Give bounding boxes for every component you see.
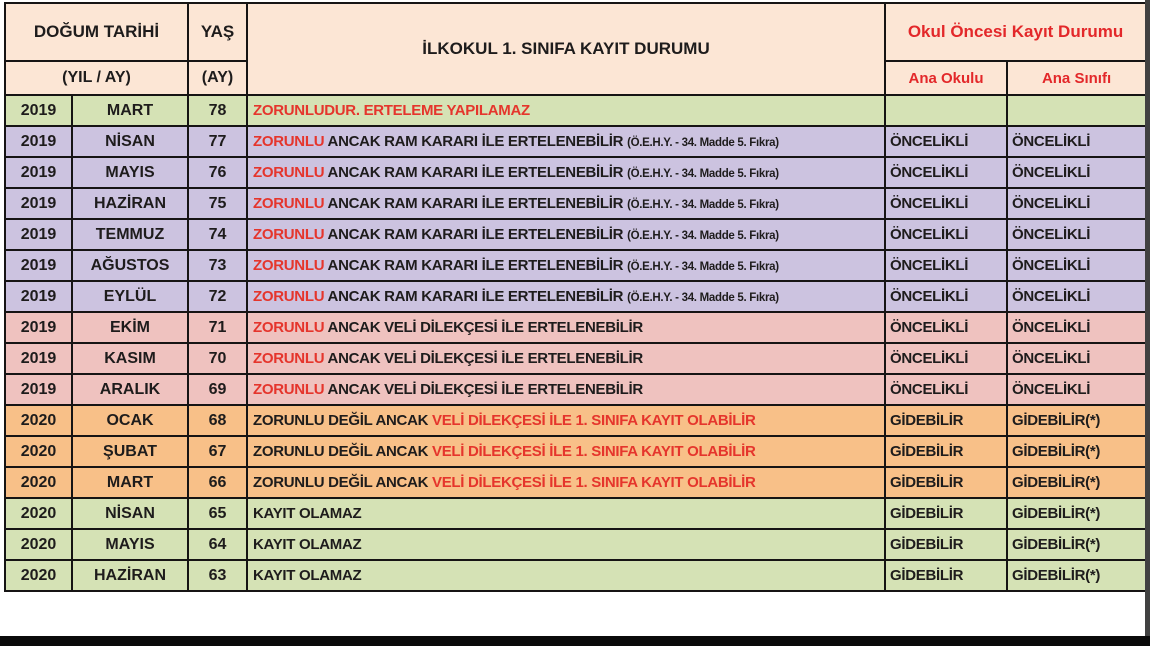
- age-cell: 72: [188, 281, 247, 312]
- year-cell: 2019: [5, 374, 72, 405]
- enrollment-table: [4, 2, 1147, 592]
- ana-sinifi-cell: ÖNCELİKLİ: [1007, 312, 1146, 343]
- status-text-small: (Ö.E.H.Y. - 34. Madde 5. Fıkra): [627, 168, 779, 180]
- age-cell: 70: [188, 343, 247, 374]
- ana-sinifi-cell: GİDEBİLİR(*): [1007, 498, 1146, 529]
- month-cell: TEMMUZ: [72, 219, 188, 250]
- ana-sinifi-cell: GİDEBİLİR(*): [1007, 405, 1146, 436]
- table-row: [5, 498, 1146, 529]
- ana-okulu-cell: ÖNCELİKLİ: [885, 188, 1007, 219]
- ana-okulu-cell: ÖNCELİKLİ: [885, 157, 1007, 188]
- status-cell: [247, 250, 885, 281]
- month-cell: AĞUSTOS: [72, 250, 188, 281]
- year-cell: 2020: [5, 436, 72, 467]
- table-body: [5, 95, 1146, 591]
- ana-okulu-cell: GİDEBİLİR: [885, 436, 1007, 467]
- age-cell: 69: [188, 374, 247, 405]
- status-text-black: ANCAK VELİ DİLEKÇESİ İLE ERTELENEBİLİR: [324, 319, 643, 336]
- header-preschool: Okul Öncesi Kayıt Durumu: [885, 3, 1146, 61]
- ana-sinifi-cell: GİDEBİLİR(*): [1007, 529, 1146, 560]
- status-cell: [247, 405, 885, 436]
- bottom-black-bar: [0, 636, 1150, 646]
- header-birth-date: DOĞUM TARİHİ: [5, 3, 188, 61]
- age-cell: 76: [188, 157, 247, 188]
- ana-okulu-cell: ÖNCELİKLİ: [885, 312, 1007, 343]
- status-text-black: ANCAK RAM KARARI İLE ERTELENEBİLİR: [324, 164, 628, 181]
- status-cell: [247, 529, 885, 560]
- header-ana-sinifi: Ana Sınıfı: [1007, 61, 1146, 95]
- table-row: [5, 436, 1146, 467]
- year-cell: 2019: [5, 281, 72, 312]
- status-text-small: (Ö.E.H.Y. - 34. Madde 5. Fıkra): [627, 261, 779, 273]
- status-text-black: ANCAK RAM KARARI İLE ERTELENEBİLİR: [324, 226, 628, 243]
- header-status: İLKOKUL 1. SINIFA KAYIT DURUMU: [247, 3, 885, 95]
- status-text-black: ANCAK RAM KARARI İLE ERTELENEBİLİR: [324, 195, 628, 212]
- status-cell: [247, 498, 885, 529]
- ana-okulu-cell: GİDEBİLİR: [885, 405, 1007, 436]
- status-cell: [247, 126, 885, 157]
- status-text-small: (Ö.E.H.Y. - 34. Madde 5. Fıkra): [627, 199, 779, 211]
- ana-okulu-cell: [885, 95, 1007, 126]
- status-text-small: (Ö.E.H.Y. - 34. Madde 5. Fıkra): [627, 230, 779, 242]
- year-cell: 2020: [5, 529, 72, 560]
- ana-okulu-cell: ÖNCELİKLİ: [885, 281, 1007, 312]
- status-text-red: ZORUNLU: [253, 195, 325, 212]
- month-cell: OCAK: [72, 405, 188, 436]
- ana-okulu-cell: GİDEBİLİR: [885, 467, 1007, 498]
- status-cell: [247, 374, 885, 405]
- status-text-black: ZORUNLU DEĞİL ANCAK: [253, 474, 433, 491]
- table-row: [5, 250, 1146, 281]
- year-cell: 2020: [5, 560, 72, 591]
- ana-okulu-cell: ÖNCELİKLİ: [885, 219, 1007, 250]
- ana-sinifi-cell: GİDEBİLİR(*): [1007, 560, 1146, 591]
- ana-sinifi-cell: ÖNCELİKLİ: [1007, 281, 1146, 312]
- month-cell: ŞUBAT: [72, 436, 188, 467]
- age-cell: 78: [188, 95, 247, 126]
- status-text-small: (Ö.E.H.Y. - 34. Madde 5. Fıkra): [627, 292, 779, 304]
- status-text-black: KAYIT OLAMAZ: [253, 567, 362, 584]
- table-header: [5, 3, 1146, 95]
- status-cell: [247, 343, 885, 374]
- year-cell: 2020: [5, 405, 72, 436]
- year-cell: 2019: [5, 188, 72, 219]
- ana-okulu-cell: ÖNCELİKLİ: [885, 343, 1007, 374]
- table-row: [5, 95, 1146, 126]
- month-cell: MART: [72, 467, 188, 498]
- status-cell: [247, 312, 885, 343]
- age-cell: 77: [188, 126, 247, 157]
- table-row: [5, 312, 1146, 343]
- year-cell: 2019: [5, 95, 72, 126]
- status-text-red: ZORUNLUDUR. ERTELEME YAPILAMAZ: [253, 102, 530, 119]
- status-text-black: KAYIT OLAMAZ: [253, 505, 362, 522]
- right-edge-strip: [1145, 0, 1150, 646]
- ana-sinifi-cell: ÖNCELİKLİ: [1007, 157, 1146, 188]
- status-text-red: ZORUNLU: [253, 226, 325, 243]
- status-cell: [247, 436, 885, 467]
- month-cell: ARALIK: [72, 374, 188, 405]
- ana-sinifi-cell: [1007, 95, 1146, 126]
- year-cell: 2019: [5, 126, 72, 157]
- status-text-red: ZORUNLU: [253, 381, 325, 398]
- table-row: [5, 560, 1146, 591]
- table-row: [5, 374, 1146, 405]
- status-text-red: ZORUNLU: [253, 319, 325, 336]
- ana-sinifi-cell: ÖNCELİKLİ: [1007, 374, 1146, 405]
- status-text-black: ANCAK VELİ DİLEKÇESİ İLE ERTELENEBİLİR: [324, 381, 643, 398]
- status-text-red: ZORUNLU: [253, 350, 325, 367]
- status-text-black: ANCAK VELİ DİLEKÇESİ İLE ERTELENEBİLİR: [324, 350, 643, 367]
- status-text-black: ANCAK RAM KARARI İLE ERTELENEBİLİR: [324, 257, 628, 274]
- table-row: [5, 219, 1146, 250]
- year-cell: 2019: [5, 219, 72, 250]
- status-cell: [247, 281, 885, 312]
- ana-okulu-cell: ÖNCELİKLİ: [885, 374, 1007, 405]
- header-age-sub: (AY): [188, 61, 247, 95]
- ana-okulu-cell: GİDEBİLİR: [885, 560, 1007, 591]
- status-cell: [247, 157, 885, 188]
- age-cell: 71: [188, 312, 247, 343]
- age-cell: 73: [188, 250, 247, 281]
- year-cell: 2019: [5, 312, 72, 343]
- year-cell: 2019: [5, 157, 72, 188]
- table-row: [5, 467, 1146, 498]
- status-text-red: ZORUNLU: [253, 288, 325, 305]
- age-cell: 67: [188, 436, 247, 467]
- month-cell: MART: [72, 95, 188, 126]
- header-ana-okulu: Ana Okulu: [885, 61, 1007, 95]
- status-text-red: VELİ DİLEKÇESİ İLE 1. SINIFA KAYIT OLABİLİR: [432, 474, 756, 491]
- month-cell: KASIM: [72, 343, 188, 374]
- year-cell: 2019: [5, 250, 72, 281]
- status-text-black: ZORUNLU DEĞİL ANCAK: [253, 412, 433, 429]
- status-text-red: VELİ DİLEKÇESİ İLE 1. SINIFA KAYIT OLABİLİR: [432, 412, 756, 429]
- age-cell: 65: [188, 498, 247, 529]
- header-age: YAŞ: [188, 3, 247, 61]
- header-birth-date-sub: (YIL / AY): [5, 61, 188, 95]
- table-row: [5, 405, 1146, 436]
- age-cell: 68: [188, 405, 247, 436]
- ana-okulu-cell: ÖNCELİKLİ: [885, 250, 1007, 281]
- month-cell: MAYIS: [72, 529, 188, 560]
- status-text-red: ZORUNLU: [253, 133, 325, 150]
- table-row: [5, 126, 1146, 157]
- month-cell: HAZİRAN: [72, 560, 188, 591]
- status-text-red: VELİ DİLEKÇESİ İLE 1. SINIFA KAYIT OLABİLİR: [432, 443, 756, 460]
- year-cell: 2020: [5, 467, 72, 498]
- ana-sinifi-cell: ÖNCELİKLİ: [1007, 343, 1146, 374]
- ana-sinifi-cell: ÖNCELİKLİ: [1007, 188, 1146, 219]
- table-row: [5, 281, 1146, 312]
- ana-okulu-cell: ÖNCELİKLİ: [885, 126, 1007, 157]
- status-text-black: ZORUNLU DEĞİL ANCAK: [253, 443, 433, 460]
- status-text-black: KAYIT OLAMAZ: [253, 536, 362, 553]
- year-cell: 2020: [5, 498, 72, 529]
- status-cell: [247, 219, 885, 250]
- status-text-black: ANCAK RAM KARARI İLE ERTELENEBİLİR: [324, 288, 628, 305]
- month-cell: NİSAN: [72, 126, 188, 157]
- month-cell: HAZİRAN: [72, 188, 188, 219]
- table-row: [5, 529, 1146, 560]
- table-row: [5, 188, 1146, 219]
- ana-okulu-cell: GİDEBİLİR: [885, 529, 1007, 560]
- status-text-red: ZORUNLU: [253, 164, 325, 181]
- age-cell: 74: [188, 219, 247, 250]
- ana-sinifi-cell: ÖNCELİKLİ: [1007, 219, 1146, 250]
- table-row: [5, 343, 1146, 374]
- year-cell: 2019: [5, 343, 72, 374]
- month-cell: EYLÜL: [72, 281, 188, 312]
- table-row: [5, 157, 1146, 188]
- ana-sinifi-cell: ÖNCELİKLİ: [1007, 250, 1146, 281]
- status-text-small: (Ö.E.H.Y. - 34. Madde 5. Fıkra): [627, 137, 779, 149]
- month-cell: EKİM: [72, 312, 188, 343]
- status-cell: [247, 95, 885, 126]
- month-cell: NİSAN: [72, 498, 188, 529]
- month-cell: MAYIS: [72, 157, 188, 188]
- ana-sinifi-cell: GİDEBİLİR(*): [1007, 467, 1146, 498]
- age-cell: 63: [188, 560, 247, 591]
- status-cell: [247, 188, 885, 219]
- status-cell: [247, 560, 885, 591]
- age-cell: 64: [188, 529, 247, 560]
- status-text-red: ZORUNLU: [253, 257, 325, 274]
- age-cell: 75: [188, 188, 247, 219]
- status-cell: [247, 467, 885, 498]
- ana-okulu-cell: GİDEBİLİR: [885, 498, 1007, 529]
- status-text-black: ANCAK RAM KARARI İLE ERTELENEBİLİR: [324, 133, 628, 150]
- ana-sinifi-cell: ÖNCELİKLİ: [1007, 126, 1146, 157]
- age-cell: 66: [188, 467, 247, 498]
- ana-sinifi-cell: GİDEBİLİR(*): [1007, 436, 1146, 467]
